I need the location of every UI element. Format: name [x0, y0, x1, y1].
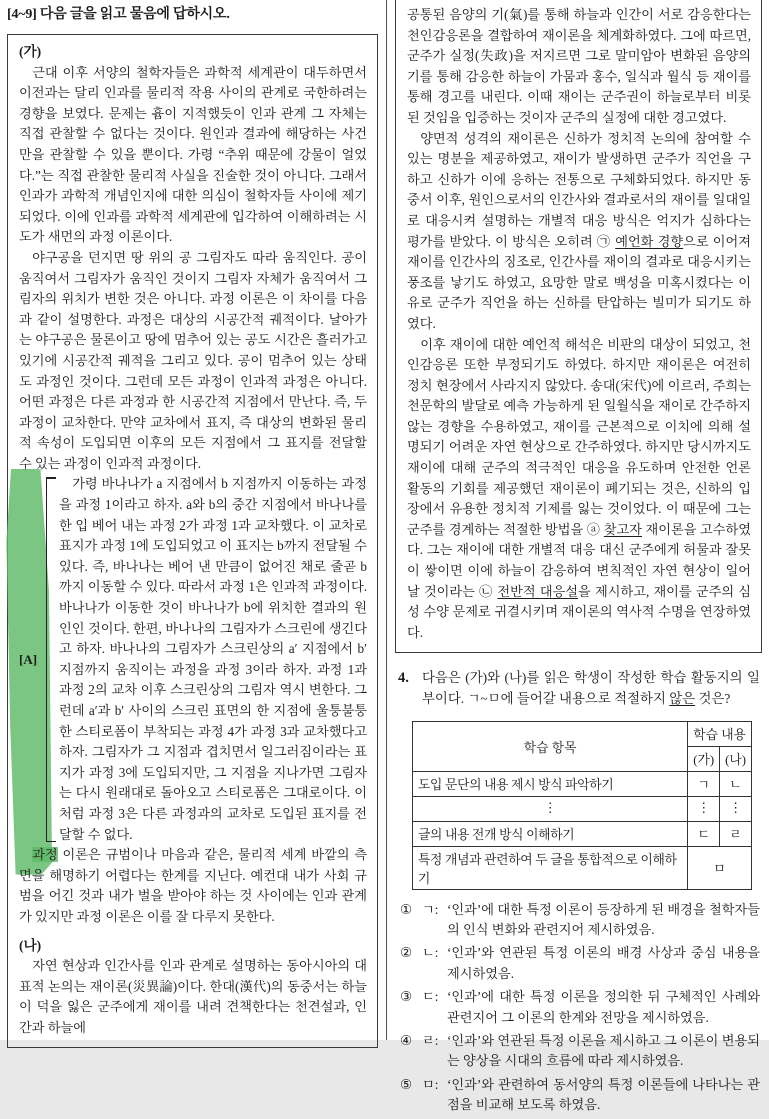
a-gutter [19, 474, 46, 845]
table-cell-item: 특정 개념과 관련하여 두 글을 통합적으로 이해하기 [413, 846, 688, 889]
table-header-content: 학습 내용 [688, 721, 752, 746]
table-cell-item: 도입 문단의 내용 제시 방식 파악하기 [413, 771, 688, 796]
a-label: [A] [19, 651, 38, 667]
passage-box-left [7, 34, 378, 1048]
passage-box-right [395, 0, 762, 653]
choice-text: ‘인과’에 대한 특정 이론이 등장하게 된 배경을 철학자들의 인식 변화와 관련지어 제시하였음. [447, 901, 760, 937]
table-cell-ga: ⋮ [688, 796, 720, 821]
table-col-na: (나) [720, 746, 752, 771]
passage-ga-paragraph-4: 과정 이론은 규범이나 마음과 같은, 물리적 세계 바깥의 측면을 해명하기 어렵다는 한계를 지닌다. 예컨대 내가 사회 규범을 어긴 것과 내가 벌을 받아야 하는 것 사이에는 인과 관계가 있지만 과정 이론은 이를 잘 다루지 못한다. [19, 847, 367, 924]
table-cell-item: 글의 내용 전개 방식 이해하기 [413, 821, 688, 846]
choice-item-1 [400, 900, 760, 941]
choice-marker: ④ [400, 1033, 413, 1049]
left-column [7, 5, 378, 1048]
choice-marker: ① [400, 901, 413, 917]
table-cell-item: ⋮ [413, 796, 688, 821]
choice-label: ㄹ: [422, 1033, 439, 1049]
table-header-row [413, 721, 752, 746]
question-stem: 다음은 (가)와 (나)를 읽은 학생이 작성한 학습 활동지의 일부이다. ㄱ~ㅁ에 들어갈 내용으로 적절하지 않은 것은? [422, 670, 760, 706]
column-divider [386, 0, 387, 1040]
table-row [413, 821, 752, 846]
choice-marker: ⑤ [400, 1076, 413, 1092]
passage-ga-paragraph-a: 가령 바나나가 a 지점에서 b 지점까지 이동하는 과정을 과정 1이라고 하자. a와 b의 중간 지점에서 바나나를 한 입 베어 내는 과정 2가 과정 1과 교차했다. 이 교차로 표지가 과정 1에 도입되었고 이 표지는 b까지 전달될 수 있다. 즉, 바나나는 베어 낸 만큼이 없어진 채로 줄곧 b까지 이동할 수 있다. 따라서 과정 1은 인과적 과정이다. 바나나가 이동한 것이 바나나가 b에 위치한 결과의 원인인 것이다. 한편, 바나나의 그림자가 스크린에 생긴다고 하자. 바나나의 그림자가 스크린상의 a′ 지점에서 b′ 지점까지 움직이는 과정을 과정 3이라 하자. 과정 1과 과정 2의 교차 이후 스크린상의 그림자 역시 변한다. 그런데 a′과 b′ 사이의 스크린 표면의 한 지점에 울퉁불퉁한 스티로폼이 부착되는 과정 4가 과정 3과 교차했다고 하자. 그림자가 그 지점과 겹치면서 일그러짐이라는 표지가 과정 3에 도입되지만, 그 지점을 지나가면 그림자는 다시 원래대로 돌아오고 스티로폼은 그대로이다. 이처럼 과정 3은 다른 과정과의 교차로 도입된 표지를 전달할 수 없다. [59, 476, 367, 842]
table-row [413, 796, 752, 821]
a-bracket-block [19, 474, 367, 845]
passage-na-paragraph-1: 자연 현상과 인간사를 인과 관계로 설명하는 동아시아의 대표적 논의는 재이론(災異論)이다. 한대(漢代)의 동중서는 하늘이 덕을 잃은 군주에게 재이를 내려 견책한다는 천견설과, 인간과 하늘에 [19, 958, 367, 1035]
right-column [395, 0, 762, 1119]
passage-na-paragraph-2: 공통된 음양의 기(氣)를 통해 하늘과 인간이 서로 감응한다는 천인감응론을 결합하여 재이론을 체계화하였다. 그에 따르면, 군주가 실정(失政)을 저지르면 그로 말미암아 변화된 음양의 기를 통해 감응한 하늘이 가뭄과 홍수, 일식과 월식 등 재이를 통해 경고를 내린다. 이때 재이는 군주권이 하늘로부터 비롯된 것임을 입증하는 것이자 군주의 실정에 대한 경고였다. [407, 7, 751, 125]
passage-ga-paragraph-2: 야구공을 던지면 땅 위의 공 그림자도 따라 움직인다. 공이 움직여서 그림자가 움직인 것이지 그림자 자체가 움직여서 그림자의 위치가 변한 것은 아니다. 과정 이론은 이 차이를 다음과 같이 설명한다. 과정은 대상의 시공간적 궤적이다. 날아가는 야구공은 물론이고 땅에 멈추어 있는 공도 시간은 흘러가고 있기에 시공간적 궤적을 그리고 있다. 공이 멈추어 있는 상태도 과정인 것이다. 그런데 모든 과정이 인과적 과정은 아니다. 어떤 과정은 다른 과정과 한 시공간적 지점에서 만난다. 즉, 두 과정이 교차한다. 만약 교차에서 표지, 즉 대상의 변화된 물리적 속성이 도입되면 이후의 모든 지점에서 그 표지를 전달할 수 있는 과정이 인과적 과정이다. [19, 249, 367, 471]
table-row [413, 771, 752, 796]
passage-na-paragraph-4: 이후 재이에 대한 예언적 해석은 비판의 대상이 되었고, 천인감응론 또한 부정되기도 하였다. 하지만 재이론은 여전히 정치 현장에서 사라지지 않았다. 송대(宋代)에 이르러, 주희는 천문학의 발달로 예측 가능하게 된 일월식을 재이로 간주하지 않는 경향을 수용하였고, 재이를 근본적으로 이치에 의해 설명되기 어려운 자연 현상으로 간주하였다. 하지만 당시까지도 재이에 대해 군주의 적극적인 대응을 유도하며 안전한 언론 활동의 기회를 제공했던 재이론이 폐기되는 것은, 신하의 입장에서 유용한 정치적 기제를 잃는 것이었다. 이 때문에 그는 군주를 경계하는 적절한 방법을 ⓐ 찾고자 재이론을 고수하였다. 그는 재이에 대한 개별적 대응 대신 군주에게 허물과 잘못이 쌓이면 이에 하늘이 감응하여 변칙적인 자연 현상이 일어날 것이라는 ㉡ 전반적 대응설을 제시하고, 재이를 군주의 심성 수양 문제로 귀결시키며 재이론의 역사적 수명을 연장하였다. [407, 336, 752, 640]
choice-label: ㄷ: [422, 989, 439, 1005]
table-cell-ga: ㄷ [688, 821, 720, 846]
passage-na-label: (나) [19, 937, 42, 953]
passage-na-paragraph-3: 양면적 성격의 재이론은 신하가 정치적 논의에 참여할 수 있는 명분을 제공하였고, 재이가 발생하면 군주가 직언을 구하고 신하가 이에 응하는 전통으로 구체화되었다. 하지만 동중서 이후, 원인으로서의 인간사와 결과로서의 재이를 일대일로 대응시켜 설명하는 개별적 대응 방식은 억지가 심하다는 평가를 받았다. 이 방식은 오히려 ㉠ 예언화 경향으로 이어져 재이를 인간사의 징조로, 인간사를 재이의 결과로 대응시키는 풍조를 낳기도 하였고, 요망한 말로 백성을 미혹시켰다는 이유로 군주가 직언을 하는 신하를 탄압하는 빌미가 되기도 하였다. [407, 130, 752, 331]
table-col-ga: (가) [688, 746, 720, 771]
choice-label: ㄱ: [422, 901, 439, 917]
table-cell-na: ㄴ [720, 771, 752, 796]
choice-label: ㄴ: [422, 945, 439, 961]
choice-text: ‘인과’와 연관된 특정 이론을 제시하고 그 이론이 변용되는 양상을 시대의 흐름에 따라 제시하였음. [447, 1033, 760, 1069]
choice-marker: ② [400, 945, 413, 961]
worksheet-table [412, 721, 752, 890]
passage-ga-label: (가) [19, 44, 42, 59]
set-instruction: [4~9] 다음 글을 읽고 물음에 답하시오. [7, 7, 230, 22]
a-bracket-line [46, 477, 56, 842]
choice-marker: ③ [400, 989, 413, 1005]
question-4 [395, 668, 762, 1115]
passage-ga-paragraph-1: 근대 이후 서양의 철학자들은 과학적 세계관이 대두하면서 이전과는 달리 인과를 물리적 작용 사이의 관계로 국한하려는 경향을 보였다. 문제는 흄이 지적했듯이 인과 관계 그 자체는 직접 관찰할 수 없다는 것이다. 원인과 결과에 해당하는 사건만을 관찰할 수 있을 뿐이다. 가령 “추위 때문에 강물이 얼었다.”는 직접 관찰한 물리적 사실을 진술한 것이 아니다. 그래서 인과가 과학적 개념인지에 대한 의심이 철학자들 사이에 제기되었다. 이에 인과를 과학적 세계관에 입각하여 이해하려는 시도가 새먼의 과정 이론이다. [19, 64, 367, 245]
question-number: 4. [398, 670, 409, 687]
table-cell-ga: ㄱ [688, 771, 720, 796]
table-header-item: 학습 항목 [413, 721, 688, 771]
choice-list [400, 900, 760, 1116]
choice-item-3 [400, 987, 760, 1028]
choice-label: ㅁ: [422, 1076, 439, 1092]
choice-item-4 [400, 1031, 760, 1072]
table-row [413, 846, 752, 889]
table-cell-merged: ㅁ [688, 846, 752, 889]
table-cell-na: ㄹ [720, 821, 752, 846]
choice-item-2 [400, 943, 760, 984]
choice-text: ‘인과’에 대한 특정 이론을 정의한 뒤 구체적인 사례와 관련지어 그 이론의 한계와 전망을 제시하였음. [447, 989, 760, 1025]
choice-text: ‘인과’와 관련하여 동서양의 특정 이론들에 나타나는 관점을 비교해 보도록 하였음. [447, 1076, 760, 1113]
table-cell-na: ⋮ [720, 796, 752, 821]
paragraph-gap [19, 928, 367, 936]
choice-text: ‘인과’와 연관된 특정 이론의 배경 사상과 중심 내용을 제시하였음. [447, 945, 760, 981]
choice-item-5 [400, 1075, 760, 1116]
